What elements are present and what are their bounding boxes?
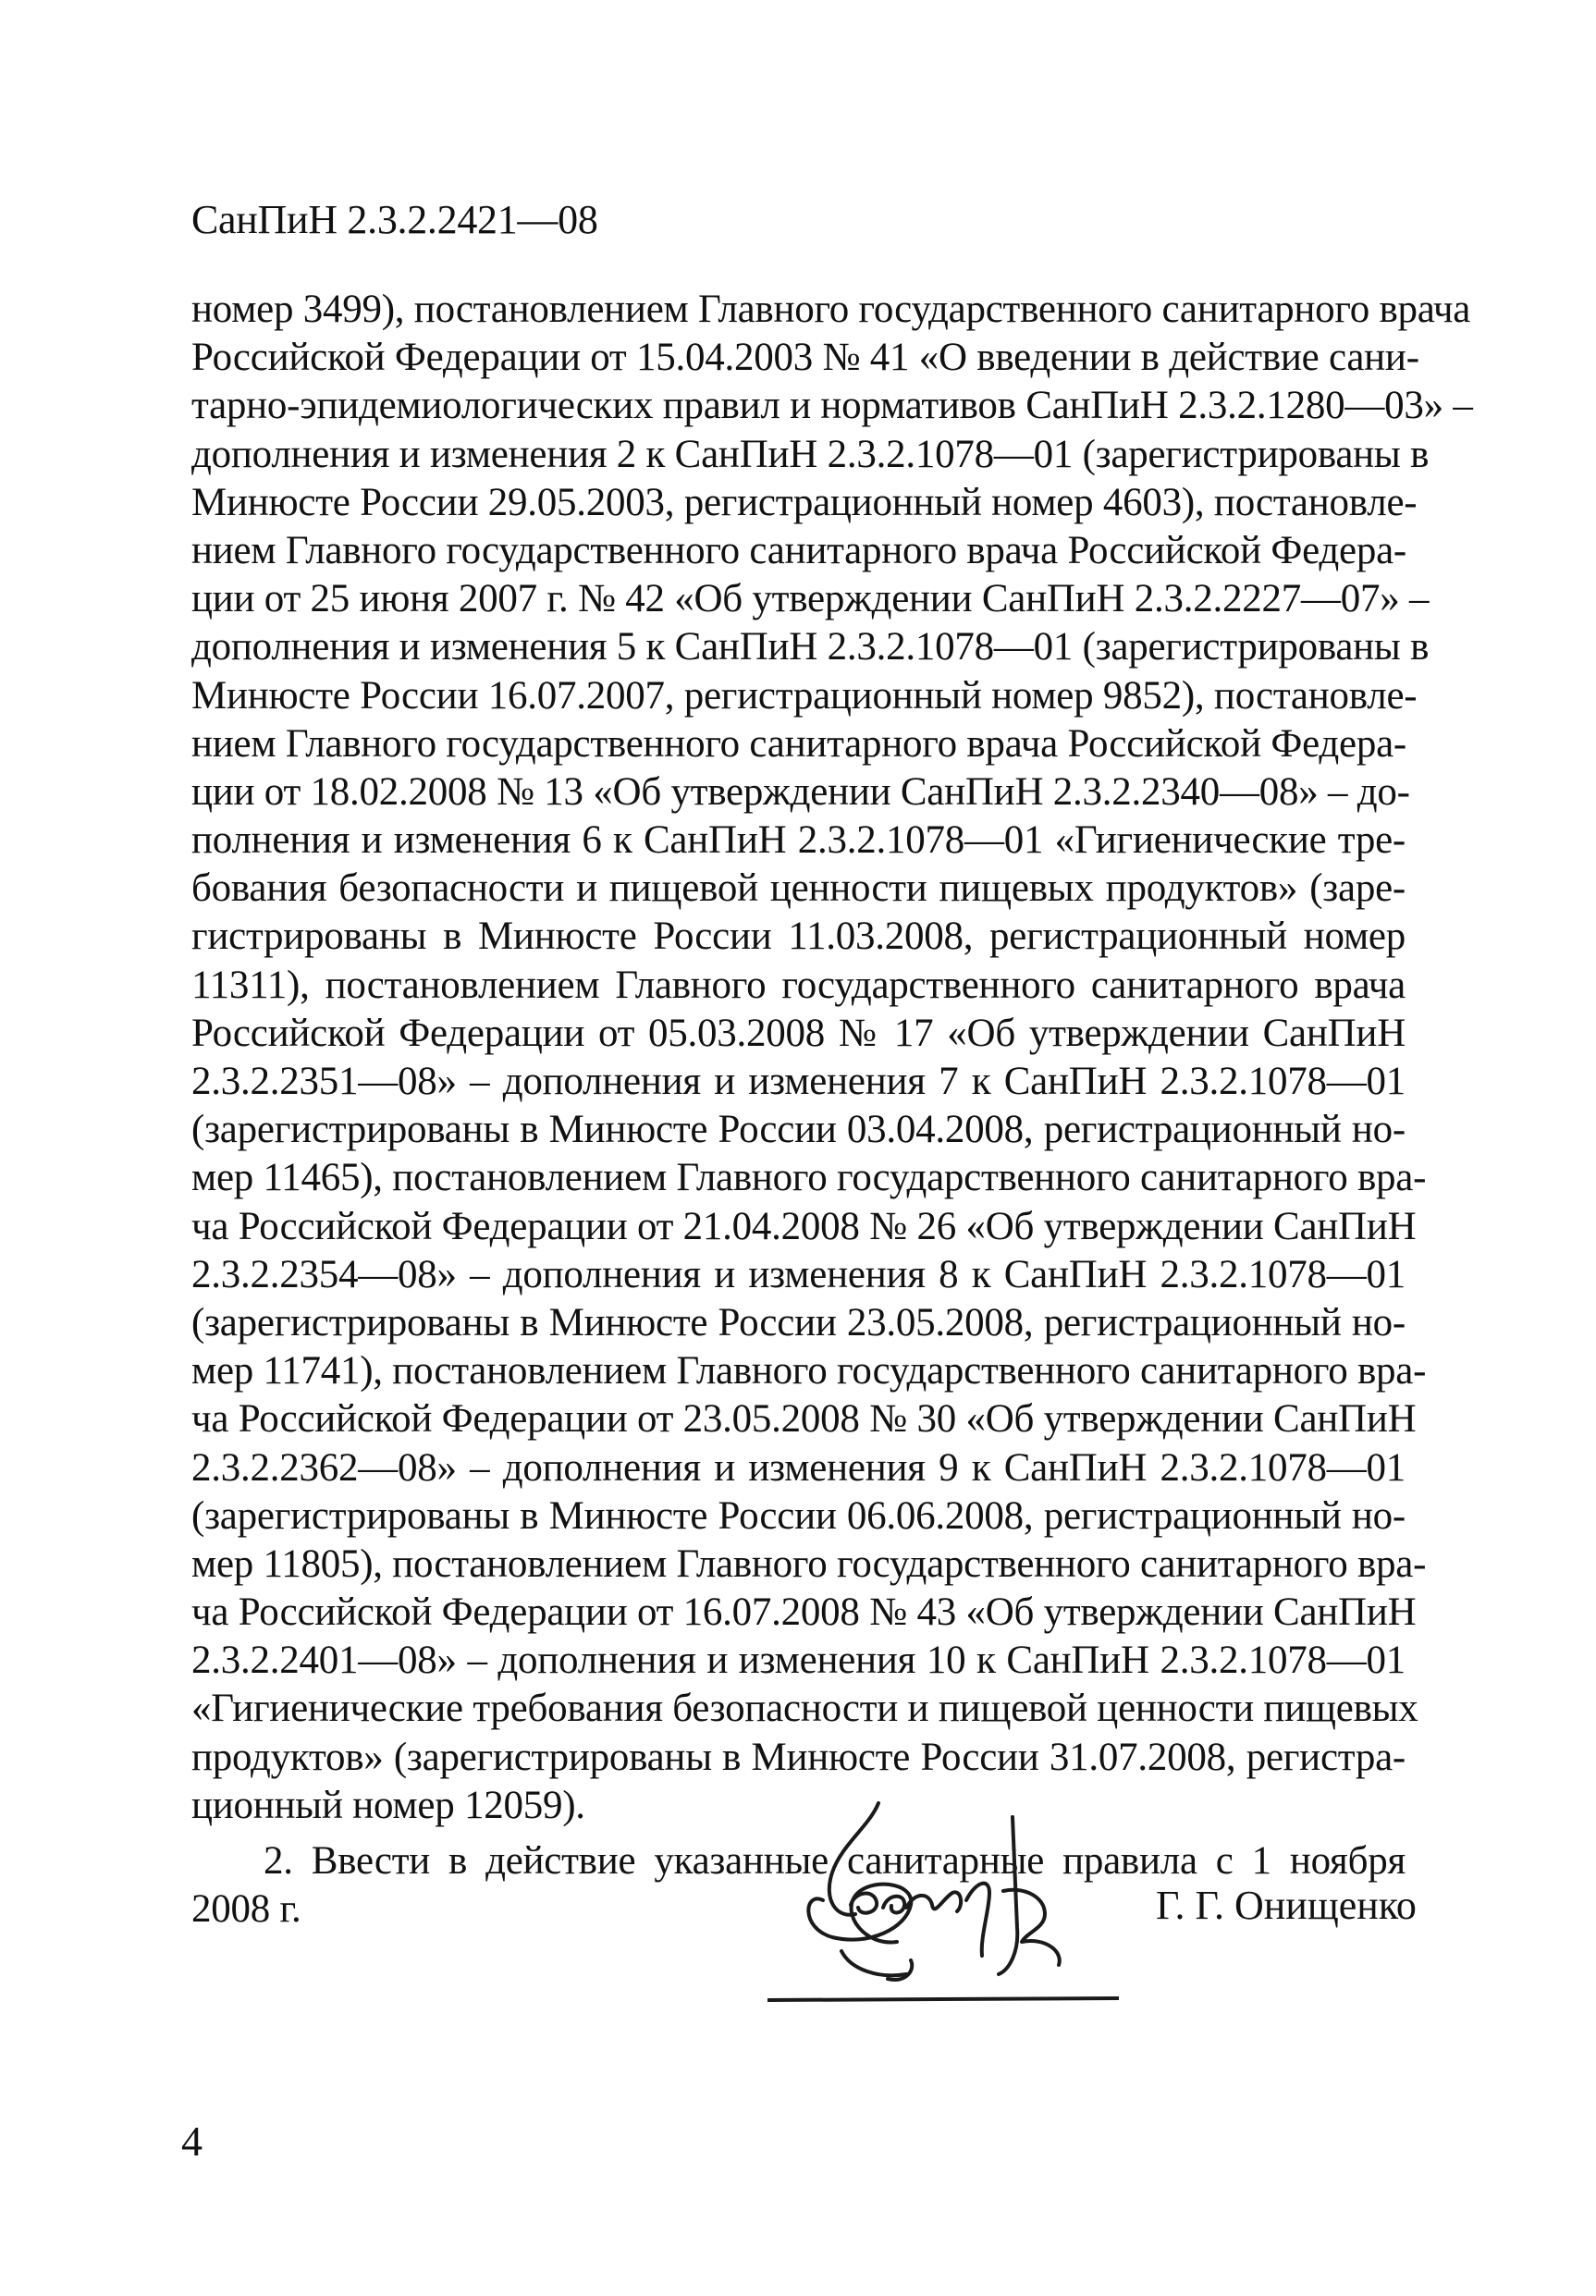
- text-line: продуктов» (зарегистрированы в Минюсте России 31.07.2008, регистра-: [191, 1735, 1406, 1779]
- text-line: Российской Федерации от 05.03.2008 № 17 «Об утверждении СанПиН: [191, 1011, 1406, 1055]
- page-number: 4: [181, 2118, 203, 2165]
- signature-block: [767, 1789, 1415, 2002]
- text-line: 2008 г.: [191, 1887, 301, 1932]
- text-line: (зарегистрированы в Минюсте России 23.05.2008, регистрационный но-: [191, 1300, 1406, 1344]
- text-line: 11311), постановлением Главного государственного санитарного врача: [191, 963, 1406, 1007]
- text-line: ции от 25 июня 2007 г. № 42 «Об утверждении СанПиН 2.3.2.2227—07» –: [191, 577, 1430, 621]
- text-line: дополнения и изменения 2 к СанПиН 2.3.2.1078—01 (зарегистрированы в: [191, 432, 1430, 476]
- text-line: ции от 18.02.2008 № 13 «Об утверждении СанПиН 2.3.2.2340—08» – до-: [191, 769, 1410, 814]
- text-line: Минюсте России 29.05.2003, регистрационный номер 4603), постановле-: [191, 480, 1418, 524]
- document-header: СанПиН 2.3.2.2421—08: [191, 197, 598, 242]
- text-line: бования безопасности и пищевой ценности пищевых продуктов» (заре-: [191, 866, 1406, 911]
- text-line: (зарегистрированы в Минюсте России 03.04.2008, регистрационный но-: [191, 1108, 1406, 1152]
- text-line: мер 11805), постановлением Главного государственного санитарного вра-: [191, 1541, 1427, 1586]
- handwritten-signature: [767, 1789, 1119, 2002]
- text-line: номер 3499), постановлением Главного государственного санитарного врача: [191, 288, 1471, 331]
- text-line: «Гигиенические требования безопасности и пищевой ценности пищевых: [191, 1687, 1418, 1731]
- text-line: ционный номер 12059).: [191, 1783, 585, 1827]
- text-line: ча Российской Федерации от 16.07.2008 № 43 «Об утверждении СанПиН: [191, 1590, 1417, 1635]
- text-line: дополнения и изменения 5 к СанПиН 2.3.2.1078—01 (зарегистрированы в: [191, 625, 1430, 669]
- document-body: [191, 286, 1473, 1934]
- text-line: гистрированы в Минюсте России 11.03.2008, регистрационный номер: [191, 915, 1406, 959]
- text-line: полнения и изменения 6 к СанПиН 2.3.2.1078—01 «Гигиенические тре-: [191, 818, 1406, 863]
- text-line: 2. Ввести в действие указанные санитарные правила с 1 ноября: [264, 1839, 1406, 1883]
- signatory-name: Г. Г. Онищенко: [1156, 1883, 1417, 1928]
- text-line: тарно-эпидемиологических правил и нормативов СанПиН 2.3.2.1280—03» –: [191, 384, 1473, 428]
- text-line: (зарегистрированы в Минюсте России 06.06.2008, регистрационный но-: [191, 1493, 1406, 1538]
- text-line: ча Российской Федерации от 23.05.2008 № 30 «Об утверждении СанПиН: [191, 1397, 1417, 1442]
- text-line: нием Главного государственного санитарного врача Российской Федера-: [191, 528, 1406, 572]
- text-line: мер 11465), постановлением Главного государственного санитарного вра-: [191, 1156, 1427, 1200]
- text-line: 2.3.2.2354—08» – дополнения и изменения 8 к СанПиН 2.3.2.1078—01: [191, 1252, 1406, 1296]
- text-line: Минюсте России 16.07.2007, регистрационный номер 9852), постановле-: [191, 673, 1418, 718]
- text-line: ча Российской Федерации от 21.04.2008 № 26 «Об утверждении СанПиН: [191, 1204, 1417, 1248]
- text-line: нием Главного государственного санитарного врача Российской Федера-: [191, 721, 1406, 766]
- text-line: 2.3.2.2351—08» – дополнения и изменения 7 к СанПиН 2.3.2.1078—01: [191, 1060, 1406, 1103]
- text-line: 2.3.2.2401—08» – дополнения и изменения 10 к СанПиН 2.3.2.1078—01: [191, 1639, 1406, 1683]
- paragraph-1: [191, 286, 1473, 1830]
- text-line: мер 11741), постановлением Главного государственного санитарного вра-: [191, 1349, 1427, 1394]
- text-line: 2.3.2.2362—08» – дополнения и изменения 9 к СанПиН 2.3.2.1078—01: [191, 1445, 1406, 1490]
- text-line: Российской Федерации от 15.04.2003 № 41 «О введении в действие сани-: [191, 336, 1419, 380]
